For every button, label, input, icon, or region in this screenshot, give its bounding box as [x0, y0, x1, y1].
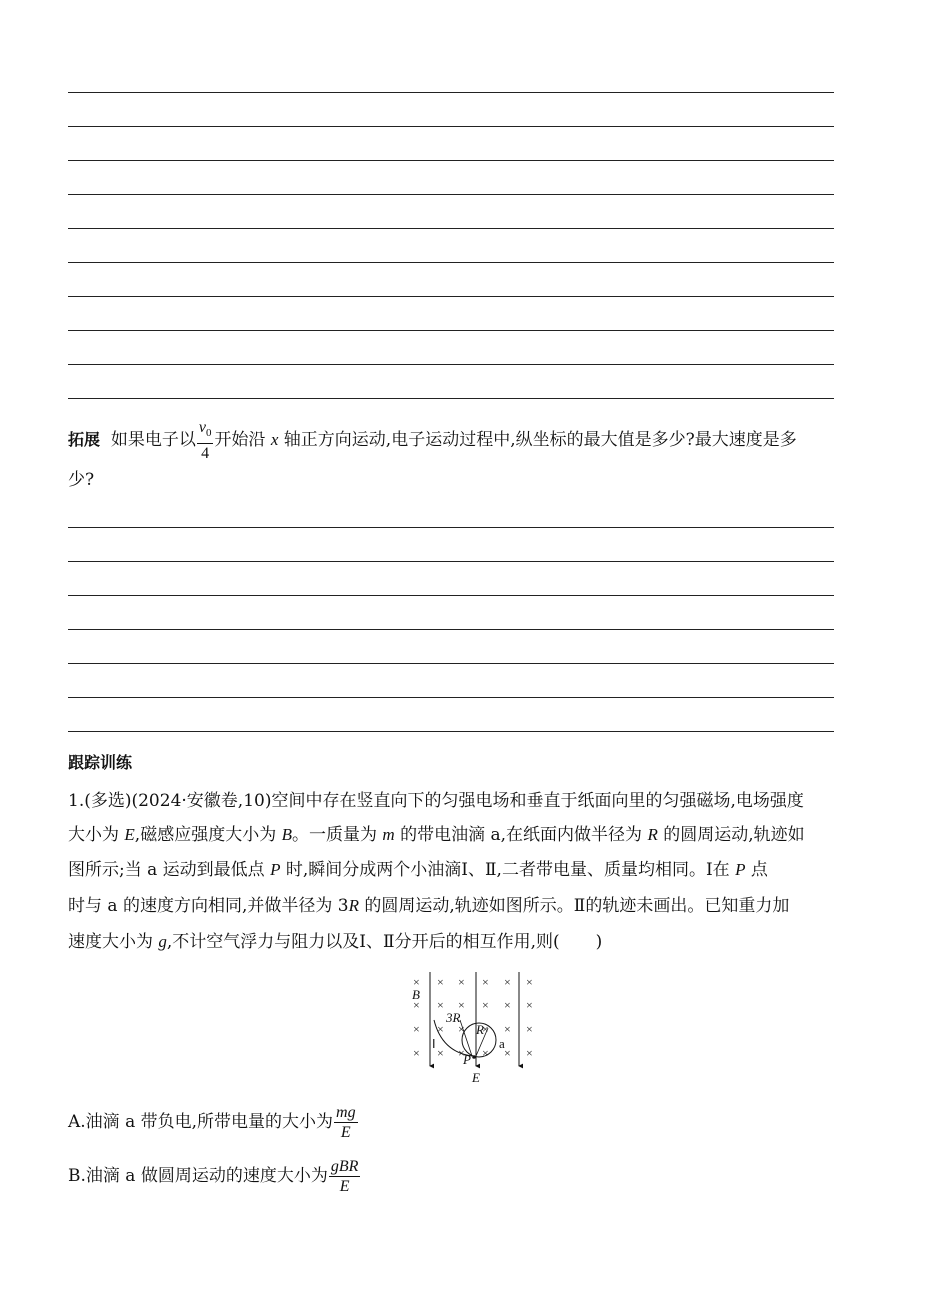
field-trajectory-figure	[408, 970, 550, 1088]
cross: ×	[413, 1022, 420, 1036]
cross: ×	[413, 998, 420, 1012]
point-P	[472, 1055, 476, 1059]
problem-line-4	[68, 892, 789, 920]
cross: ×	[437, 998, 444, 1012]
answer-line-10[interactable]	[68, 398, 834, 399]
answer-line-15[interactable]	[68, 663, 834, 664]
problem-text: 速度大小为	[68, 932, 159, 952]
problem-line-2	[68, 821, 805, 849]
fraction-numerator-sub: 0	[205, 427, 212, 440]
cross: ×	[458, 998, 465, 1012]
cross: ×	[504, 975, 511, 989]
problem-text: 点	[745, 860, 768, 880]
cross: ×	[504, 1022, 511, 1036]
problem-text: 大小为	[68, 825, 125, 845]
label-3R: 3R	[446, 1010, 461, 1025]
magnetic-field-crosses	[413, 975, 533, 1060]
cross: ×	[437, 975, 444, 989]
problem-text: 时,瞬间分成两个小油滴Ⅰ、Ⅱ,二者带电量、质量均相同。Ⅰ在	[280, 860, 736, 880]
cross: ×	[458, 1022, 465, 1036]
label-I: Ⅰ	[432, 1037, 436, 1051]
cross: ×	[458, 975, 465, 989]
cross: ×	[458, 1046, 465, 1060]
answer-line-6[interactable]	[68, 262, 834, 263]
answer-line-8[interactable]	[68, 330, 834, 331]
cross: ×	[413, 975, 420, 989]
fraction-numerator: mg	[336, 1104, 356, 1121]
label-R: R	[476, 1022, 484, 1037]
answer-line-7[interactable]	[68, 296, 834, 297]
problem-line-5	[68, 928, 602, 956]
problem-line-3	[68, 856, 768, 884]
fraction-denominator: 4	[201, 445, 210, 463]
answer-line-4[interactable]	[68, 194, 834, 195]
cross: ×	[437, 1046, 444, 1060]
answer-line-11[interactable]	[68, 527, 834, 528]
label-a: a	[499, 1036, 505, 1051]
problem-text: 的带电油滴 a,在纸面内做半径为	[394, 825, 648, 845]
fraction-v0-over-4	[197, 418, 214, 463]
cross: ×	[482, 975, 489, 989]
problem-text: 的圆周运动,轨迹如图所示。Ⅱ的轨迹未画出。已知重力加	[358, 896, 790, 916]
cross: ×	[413, 1046, 420, 1060]
option-text: A.油滴 a 带负电,所带电量的大小为	[68, 1112, 334, 1132]
problem-text: 。一质量为	[292, 825, 383, 845]
var-g: g	[158, 932, 167, 951]
answer-line-14[interactable]	[68, 629, 834, 630]
problem-text: ,磁感应强度大小为	[134, 825, 282, 845]
fraction-numerator: v	[198, 419, 206, 436]
cross: ×	[482, 998, 489, 1012]
expansion-text-a: 如果电子以	[110, 430, 196, 451]
var-E: E	[124, 825, 135, 844]
option-text: B.油滴 a 做圆周运动的速度大小为	[68, 1166, 328, 1186]
answer-line-2[interactable]	[68, 126, 834, 127]
var-R: R	[647, 825, 658, 844]
expansion-question-line-2: 少?	[68, 470, 95, 490]
label-B: B	[412, 987, 420, 1002]
answer-line-3[interactable]	[68, 160, 834, 161]
expansion-label: 拓展	[68, 430, 101, 450]
cross: ×	[504, 1046, 511, 1060]
section-title: 跟踪训练	[68, 753, 133, 772]
fraction-denominator: E	[339, 1178, 350, 1195]
label-P: P	[463, 1052, 471, 1067]
cross: ×	[482, 1022, 489, 1036]
problem-text: 时与 a 的速度方向相同,并做半径为 3	[68, 896, 349, 916]
option-A[interactable]	[68, 1101, 359, 1143]
problem-line-1: 1.(多选)(2024·安徽卷,10)空间中存在竖直向下的匀强电场和垂直于纸面向里的匀强磁场,电场强度	[68, 791, 804, 811]
cross: ×	[526, 1022, 533, 1036]
var-R: R	[348, 896, 359, 915]
answer-line-16[interactable]	[68, 697, 834, 698]
var-m: m	[382, 825, 395, 844]
option-B[interactable]	[68, 1155, 361, 1197]
var-P: P	[270, 860, 281, 879]
answer-line-5[interactable]	[68, 228, 834, 229]
answer-line-13[interactable]	[68, 595, 834, 596]
answer-line-9[interactable]	[68, 364, 834, 365]
cross: ×	[482, 1046, 489, 1060]
fraction-numerator: gBR	[330, 1158, 359, 1175]
fraction-gBR-over-E	[329, 1157, 361, 1196]
cross: ×	[504, 998, 511, 1012]
answer-line-12[interactable]	[68, 561, 834, 562]
fraction-mg-over-E	[334, 1103, 358, 1142]
expansion-text-b: 开始沿	[214, 430, 271, 451]
answer-line-1[interactable]	[68, 92, 834, 93]
cross: ×	[437, 1022, 444, 1036]
problem-text: 图所示;当 a 运动到最低点	[68, 860, 271, 880]
cross: ×	[526, 1046, 533, 1060]
fraction-denominator: E	[340, 1124, 351, 1141]
cross: ×	[526, 998, 533, 1012]
label-E: E	[472, 1070, 480, 1085]
answer-bracket-close: )	[595, 932, 603, 952]
cross: ×	[526, 975, 533, 989]
var-x: x	[270, 430, 279, 450]
var-B: B	[281, 825, 292, 844]
answer-line-17[interactable]	[68, 731, 834, 732]
expansion-text-c: 轴正方向运动,电子运动过程中,纵坐标的最大值是多少?最大速度是多	[278, 430, 797, 451]
problem-text: 的圆周运动,轨迹如	[657, 825, 805, 845]
expansion-question-line-1	[68, 418, 797, 463]
var-P: P	[735, 860, 746, 879]
problem-text: ,不计空气浮力与阻力以及Ⅰ、Ⅱ分开后的相互作用,则(	[166, 932, 560, 952]
